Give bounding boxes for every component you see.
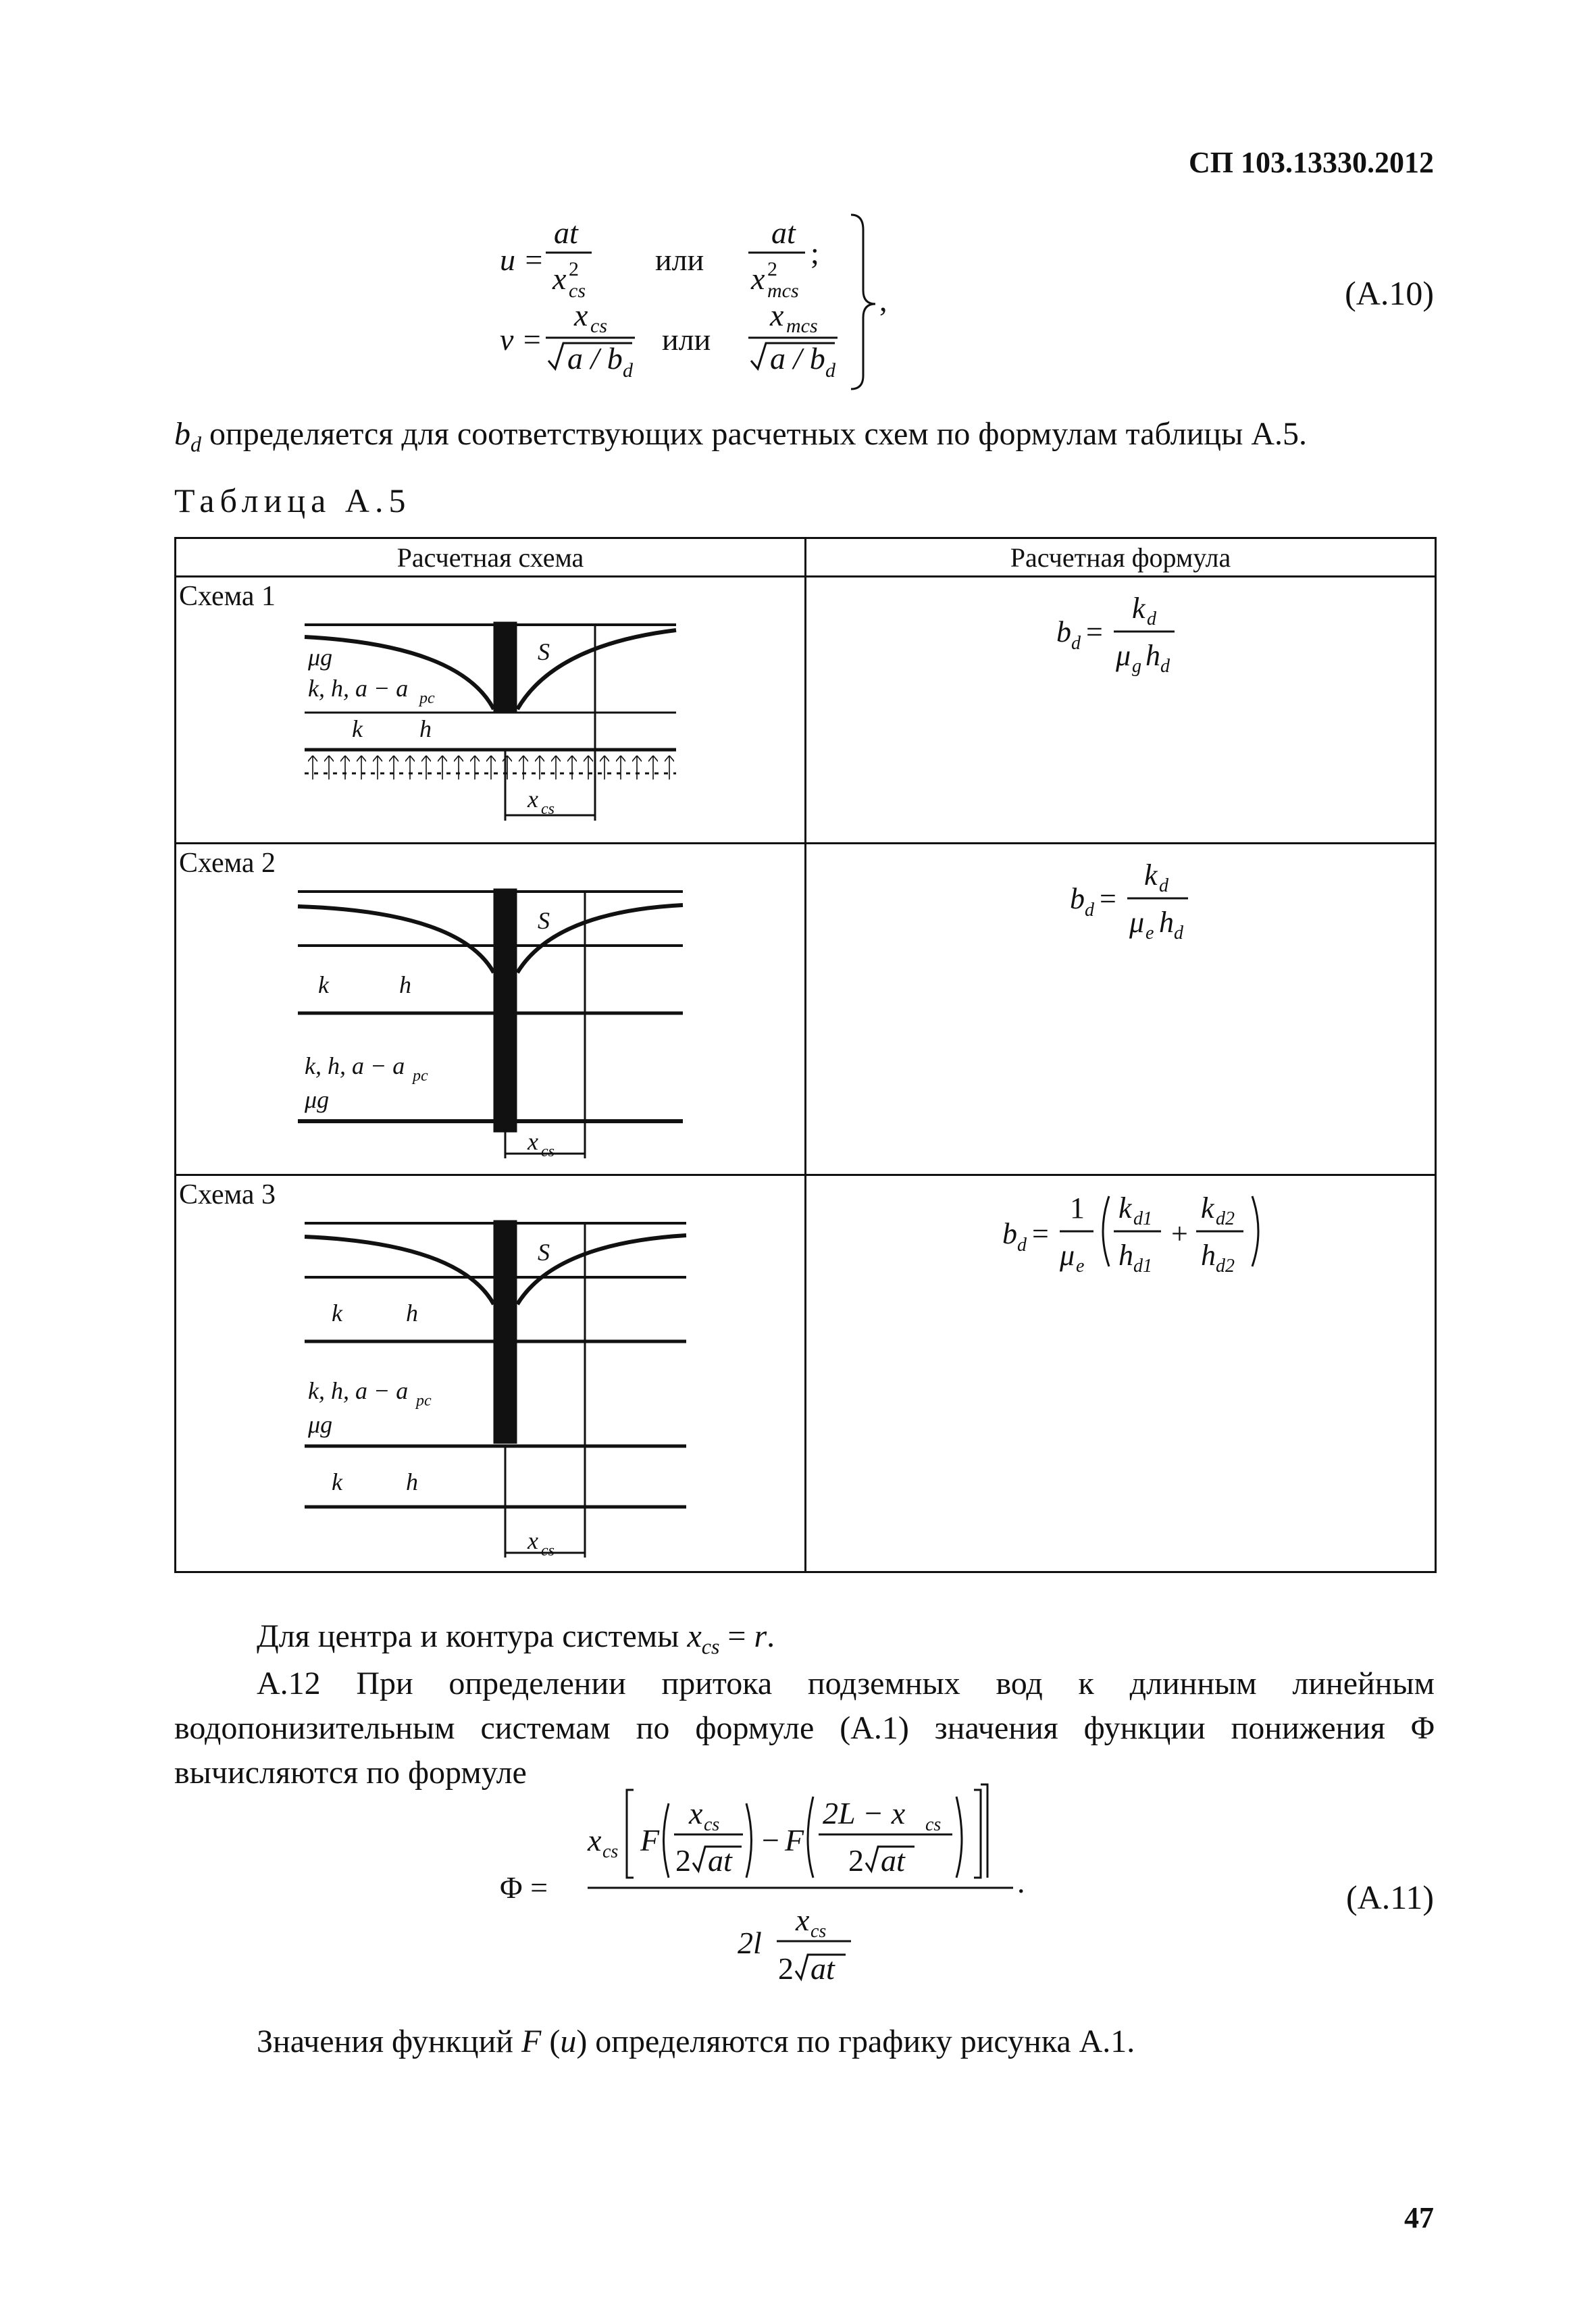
f2-mu: μ <box>1129 906 1145 939</box>
x-num-4: x <box>770 298 784 332</box>
x-den-1: x <box>552 261 567 296</box>
s3-s: S <box>538 1239 550 1266</box>
v-lhs: v = <box>500 322 542 357</box>
p3-u: u <box>560 2024 577 2059</box>
header-scheme: Расчетная схема <box>176 538 806 577</box>
table-a5 <box>174 537 1437 1573</box>
s1-s: S <box>538 638 550 665</box>
a11-at-1: at <box>708 1843 732 1878</box>
x-den-2: x <box>751 261 765 296</box>
svg-text:−: − <box>762 1823 779 1857</box>
svg-text:b: b <box>1002 1217 1017 1250</box>
scheme-2-diagram <box>176 844 804 1174</box>
scheme-1-diagram <box>176 577 804 842</box>
paragraph-a12: А.12 При определении притока подземных вод к длинным линейным водопонизительным системам по формуле (А.1) значения функции понижения Φ вычисляются по формуле <box>174 1666 1435 1791</box>
svg-text:d: d <box>1174 923 1183 944</box>
svg-text:h: h <box>1145 639 1160 672</box>
s3-h-d: h <box>406 1300 418 1327</box>
s1-k-d: k <box>352 715 363 742</box>
svg-text:d1: d1 <box>1133 1256 1152 1277</box>
a11-F1: F <box>640 1823 660 1857</box>
or-2: или <box>662 322 711 357</box>
d-sub-2: d <box>825 359 835 382</box>
svg-text:cs: cs <box>810 1921 827 1942</box>
p1-text: Для центра и контура системы <box>257 1618 688 1654</box>
formula-1-cell <box>806 577 1436 844</box>
s1-mu-g: μg <box>308 644 333 671</box>
svg-text:cs: cs <box>704 1814 720 1835</box>
s2-k-h-a: k, h, a − a <box>305 1052 405 1079</box>
a11-two-3: 2 <box>778 1951 794 1986</box>
formula-a11 <box>473 1776 1081 2006</box>
scheme-3-label: Схема 3 <box>179 1179 276 1210</box>
paragraph-center-contour <box>257 1614 775 1669</box>
p1-r: r <box>754 1618 767 1654</box>
s3-pc: pc <box>416 1392 432 1410</box>
scheme-3-cell <box>176 1175 806 1572</box>
s1-pc: pc <box>419 690 435 707</box>
s3-k-d1: k <box>332 1468 342 1495</box>
svg-text:d2: d2 <box>1216 1256 1235 1277</box>
s2-x-cs: x <box>527 1128 538 1155</box>
p1-sub: cs <box>701 1634 720 1659</box>
phi-lhs: Φ = <box>500 1870 548 1905</box>
a11-at-2: at <box>881 1843 905 1878</box>
or-1: или <box>655 242 704 277</box>
svg-text:=: = <box>1032 1217 1049 1250</box>
formula-2 <box>806 844 1435 979</box>
s1-hatch <box>305 752 677 783</box>
s1-x-cs: x <box>527 786 538 813</box>
f3-mu: μ <box>1060 1239 1075 1272</box>
cs-sub-3: cs <box>590 315 607 337</box>
svg-text:d: d <box>1071 633 1081 654</box>
p3-text: Значения функций <box>257 2024 521 2059</box>
svg-text:x: x <box>588 1823 602 1857</box>
at-num-1: at <box>554 215 578 250</box>
svg-text:d: d <box>1159 875 1168 896</box>
formula-a10 <box>473 203 1418 405</box>
s3-x-cs: x <box>527 1527 538 1554</box>
svg-text:d1: d1 <box>1133 1208 1152 1229</box>
p3-F: F <box>521 2024 542 2059</box>
a11-two-2: 2 <box>848 1843 864 1878</box>
svg-text:k: k <box>1201 1191 1214 1225</box>
table-caption: Таблица А.5 <box>174 482 411 519</box>
mcs-sub-2: mcs <box>786 315 818 337</box>
semicolon: ; <box>810 236 819 270</box>
scheme-3-diagram <box>176 1176 804 1571</box>
formula-1 <box>806 577 1435 713</box>
s1-k-h-a: k, h, a − a <box>308 675 409 702</box>
f3-mu-sub: e <box>1076 1256 1085 1277</box>
svg-text:ᛏᛏᛏᛏᛏᛏᛏᛏᛏᛏᛏᛏᛏᛏᛏᛏᛏᛏᛏᛏᛏᛏᛏ: ᛏᛏᛏᛏᛏᛏᛏᛏᛏᛏᛏᛏᛏᛏᛏᛏᛏᛏᛏᛏᛏᛏᛏ <box>305 752 677 783</box>
s3-k-d: k <box>332 1300 342 1327</box>
svg-text:b: b <box>1056 615 1071 648</box>
a11-F2: F <box>785 1823 804 1857</box>
svg-text:h: h <box>1159 906 1174 939</box>
s2-mu-g: μg <box>305 1086 330 1113</box>
svg-text:b: b <box>1070 882 1085 915</box>
u-lhs: u = <box>500 242 544 277</box>
page-number: 47 <box>1404 2201 1434 2234</box>
paragraph-functions: Значения функций F (u) определяются по графику рисунка А.1. <box>257 2024 1135 2059</box>
svg-text:cs: cs <box>925 1814 942 1835</box>
document-code: СП 103.13330.2012 <box>1189 146 1434 179</box>
scheme-2-cell <box>176 844 806 1175</box>
x-num-3: x <box>574 298 588 332</box>
s2-cs: cs <box>541 1143 555 1160</box>
scheme-2-label: Схема 2 <box>179 848 276 879</box>
d-sub-1: d <box>623 359 633 382</box>
a11-2l: 2l <box>738 1926 762 1960</box>
p3-tail: определяются по графику рисунка А.1. <box>587 2024 1135 2059</box>
f1-mu-sub: g <box>1132 656 1141 677</box>
svg-text:k: k <box>1132 592 1145 625</box>
s2-pc: pc <box>413 1067 428 1085</box>
svg-text:d2: d2 <box>1216 1208 1235 1229</box>
f1-mu: μ <box>1116 639 1131 672</box>
bd-symbol: b <box>174 416 190 452</box>
a11-2L: 2L − x <box>823 1796 906 1830</box>
intro-text: определяется для соответствующих расчетных схем по формулам таблицы А.5. <box>201 416 1307 452</box>
p1-var: x <box>687 1618 702 1654</box>
s1-cs: cs <box>541 800 555 818</box>
cs-sub-1: cs <box>569 280 586 302</box>
a11-two-1: 2 <box>675 1843 691 1878</box>
sup2-1: 2 <box>569 258 579 280</box>
s1-h-d: h <box>419 715 432 742</box>
p1-tail: = <box>719 1618 754 1654</box>
p1-end: . <box>767 1618 775 1654</box>
s2-k-d: k <box>318 971 329 998</box>
s3-h-d1: h <box>406 1468 418 1495</box>
comma: , <box>879 283 887 317</box>
header-formula: Расчетная формула <box>806 538 1436 577</box>
svg-text:x: x <box>796 1903 810 1937</box>
a11-at-3: at <box>810 1951 835 1986</box>
svg-text:=: = <box>1100 882 1116 915</box>
sup2-2: 2 <box>767 258 777 280</box>
s2-h-d: h <box>399 971 411 998</box>
svg-text:cs: cs <box>602 1841 619 1862</box>
formula-2-cell <box>806 844 1436 1175</box>
equation-label-a10: (А.10) <box>1345 274 1434 312</box>
s3-k-h-a: k, h, a − a <box>308 1377 409 1404</box>
mcs-sub-1: mcs <box>767 280 799 302</box>
svg-text:=: = <box>1086 615 1103 648</box>
f2-mu-sub: e <box>1145 923 1154 944</box>
intro-paragraph <box>174 412 1307 467</box>
bd-subscript: d <box>190 432 201 457</box>
s2-s: S <box>538 907 550 934</box>
formula-3 <box>806 1176 1435 1311</box>
svg-text:d: d <box>1160 656 1170 677</box>
scheme-1-cell <box>176 577 806 844</box>
svg-text:h: h <box>1118 1239 1133 1272</box>
formula-3-cell <box>806 1175 1436 1572</box>
sqrt-arg-2: a / b <box>770 341 825 376</box>
f3-plus: + <box>1171 1217 1188 1250</box>
svg-text:h: h <box>1201 1239 1216 1272</box>
at-num-2: at <box>771 215 796 250</box>
s3-mu-g: μg <box>308 1411 333 1438</box>
s3-cs: cs <box>541 1542 555 1560</box>
f3-one: 1 <box>1070 1191 1085 1225</box>
svg-text:d: d <box>1085 900 1094 921</box>
svg-text:d: d <box>1147 609 1156 629</box>
svg-text:x: x <box>689 1796 703 1830</box>
scheme-1-label: Схема 1 <box>179 581 276 612</box>
svg-text:k: k <box>1144 858 1158 892</box>
a11-period: . <box>1017 1865 1025 1899</box>
svg-text:d: d <box>1017 1235 1027 1256</box>
svg-text:k: k <box>1118 1191 1132 1225</box>
sqrt-arg-1: a / b <box>567 341 623 376</box>
equation-label-a11: (А.11) <box>1345 1878 1434 1916</box>
